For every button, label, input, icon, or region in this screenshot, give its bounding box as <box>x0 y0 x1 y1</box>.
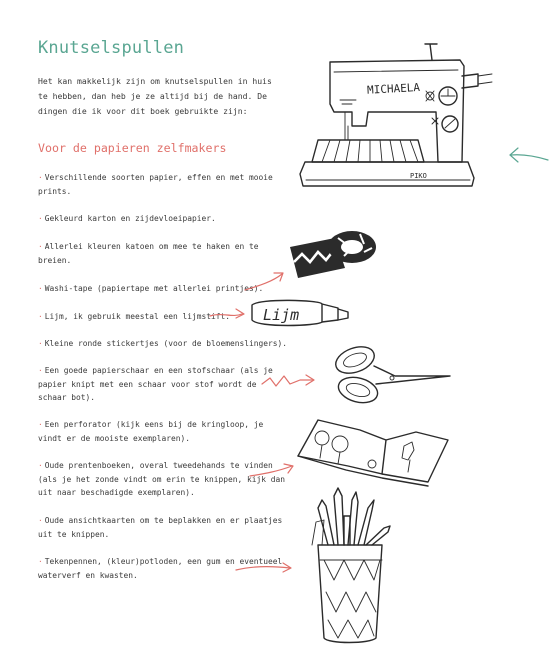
svg-text:PIKO: PIKO <box>410 172 427 180</box>
arrow-icon <box>510 148 548 162</box>
picture-book-icon <box>298 420 448 486</box>
list-item: · Kleine ronde stickertjes (voor de bloemenslingers). <box>38 339 288 348</box>
washi-tape-icon <box>290 231 376 278</box>
list-item: · Oude prentenboeken, overal tweedehands te vinden (als je het zonde vindt om erin te knippen, kijk dan uit naar beschadigde exemplaren). <box>38 461 286 497</box>
intro-text: Het kan makkelijk zijn om knutselspullen in huis te hebben, dan heb je ze altijd bij de hand. De dingen die ik voor dit boek gebruikte zijn: <box>38 76 272 116</box>
list-item: · Allerlei kleuren katoen om mee te haken en te breien. <box>38 242 259 265</box>
list-item: · Tekenpennen, (kleur)potloden, een gum en eventueel waterverf en kwasten. <box>38 557 283 580</box>
pencil-cup-icon <box>312 488 390 643</box>
list-item: · Washi-tape (papiertape met allerlei printjes). <box>38 284 264 293</box>
scissors-icon <box>332 342 450 407</box>
sewing-machine-icon <box>300 44 492 186</box>
list-item: · Gekleurd karton en zijdevloeipapier. <box>38 214 216 223</box>
list-item: · Verschillende soorten papier, effen en met mooie prints. <box>38 173 273 196</box>
list-item: · Een goede papierschaar en een stofschaar (als je papier knipt met een schaar voor stof wordt de schaar bot). <box>38 366 273 402</box>
page-title: Knutselspullen <box>38 38 185 58</box>
list-item: · Lijm, ik gebruik meestal een lijmstift. <box>38 312 231 321</box>
svg-text:MICHAELA: MICHAELA <box>366 80 421 97</box>
svg-text:Lijm: Lijm <box>263 306 300 324</box>
list-item: · Oude ansichtkaarten om te beplakken en er plaatjes uit te knippen. <box>38 516 283 539</box>
section-subtitle: Voor de papieren zelfmakers <box>38 141 227 155</box>
list-item: · Een perforator (kijk eens bij de kringloop, je vindt er de mooiste exemplaren). <box>38 420 264 443</box>
